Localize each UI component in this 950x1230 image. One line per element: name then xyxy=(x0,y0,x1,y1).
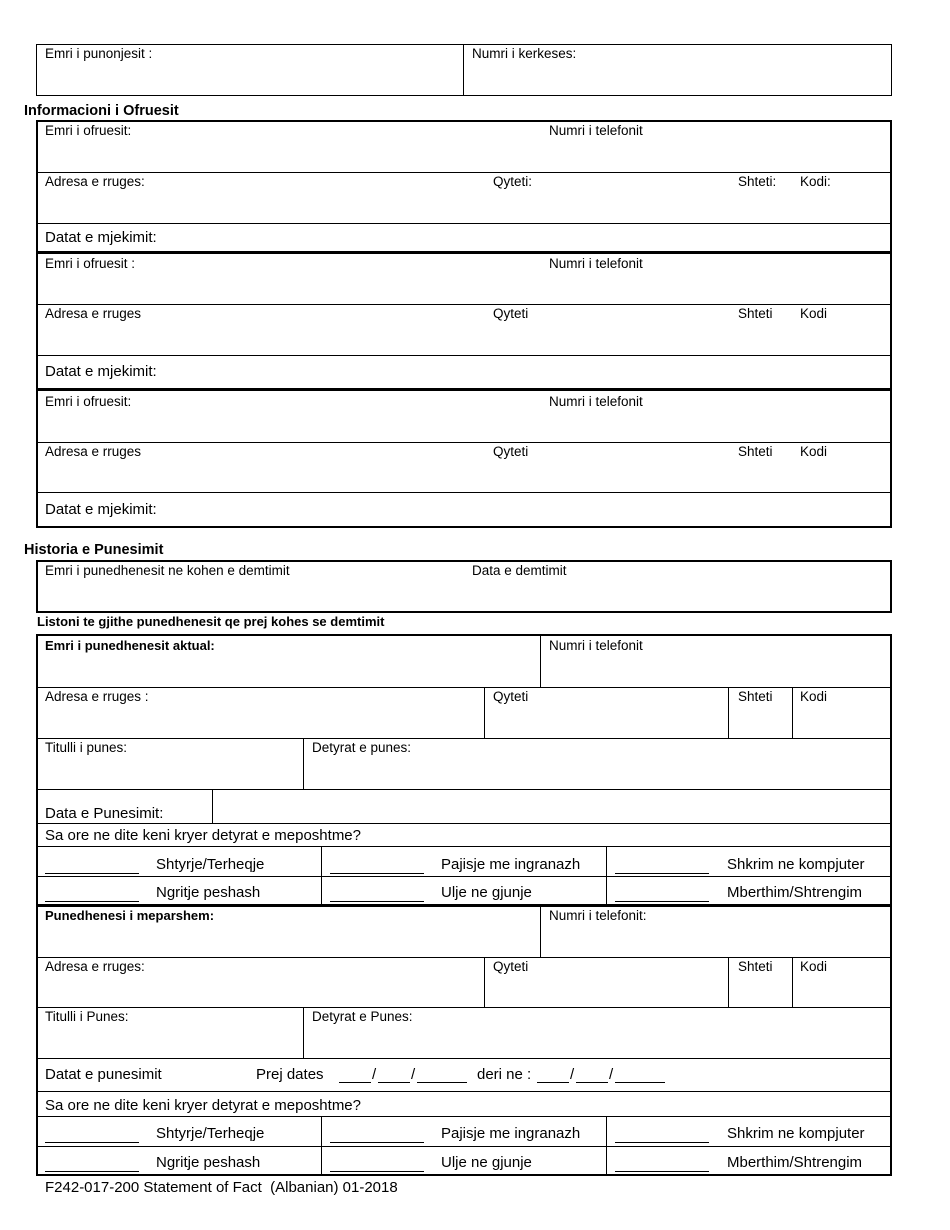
provider-2-phone-label: Numri i telefonit xyxy=(549,256,643,271)
provider-2-zip-field[interactable] xyxy=(800,324,880,352)
current-zip-field[interactable] xyxy=(800,707,882,735)
previous-gear-equipment-hours[interactable] xyxy=(330,1128,424,1143)
previous-gripping-hours[interactable] xyxy=(615,1157,709,1172)
provider-3-dates-field[interactable] xyxy=(170,497,880,523)
date-separator: / xyxy=(570,1066,575,1083)
previous-push-pull-hours[interactable] xyxy=(45,1128,139,1143)
previous-from-label: Prej dates xyxy=(256,1066,324,1083)
provider-2-dates-field[interactable] xyxy=(170,360,880,384)
provider-2-address-field[interactable] xyxy=(45,324,485,352)
previous-address-label: Adresa e rruges: xyxy=(45,959,145,974)
provider-1-city-label: Qyteti: xyxy=(493,174,533,189)
previous-employer-label: Punedhenesi i meparshem: xyxy=(45,908,215,923)
current-gear-equipment-hours[interactable] xyxy=(330,859,424,874)
provider-3-phone-label: Numri i telefonit xyxy=(549,394,643,409)
provider-1-address-label: Adresa e rruges: xyxy=(45,174,145,189)
previous-to-month[interactable] xyxy=(537,1068,569,1083)
provider-2-phone-field[interactable] xyxy=(549,273,879,303)
provider-1-city-field[interactable] xyxy=(493,192,729,220)
provider-3-state-label: Shteti xyxy=(738,444,773,459)
date-separator: / xyxy=(609,1066,614,1083)
previous-keyboarding-hours[interactable] xyxy=(615,1128,709,1143)
provider-2-name-field[interactable] xyxy=(45,273,535,303)
provider-1-state-label: Shteti: xyxy=(738,174,777,189)
current-gripping-hours[interactable] xyxy=(615,887,709,902)
current-employer-label: Emri i punedhenesit aktual: xyxy=(45,638,215,653)
current-task-keyboarding: Shkrim ne kompjuter xyxy=(727,856,865,873)
previous-state-label: Shteti xyxy=(738,959,773,974)
provider-3-zip-label: Kodi xyxy=(800,444,828,459)
previous-to-day[interactable] xyxy=(576,1068,608,1083)
provider-1-phone-field[interactable] xyxy=(549,140,879,170)
injury-date-label: Data e demtimit xyxy=(472,563,567,578)
provider-2-state-label: Shteti xyxy=(738,306,773,321)
current-task-kneeling: Ulje ne gjunje xyxy=(441,884,532,901)
provider-2-dates-label: Datat e mjekimit: xyxy=(45,363,157,380)
provider-3-name-label: Emri i ofruesit: xyxy=(45,394,132,409)
provider-1-zip-field[interactable] xyxy=(800,192,880,220)
previous-to-label: deri ne : xyxy=(477,1066,532,1083)
current-lifting-hours[interactable] xyxy=(45,887,139,902)
previous-job-title-label: Titulli i Punes: xyxy=(45,1009,129,1024)
previous-kneeling-hours[interactable] xyxy=(330,1157,424,1172)
current-hours-question: Sa ore ne dite keni kryer detyrat e meposhtme? xyxy=(45,827,361,844)
previous-from-day[interactable] xyxy=(378,1068,410,1083)
previous-job-duties-label: Detyrat e Punes: xyxy=(312,1009,413,1024)
provider-3-city-label: Qyteti xyxy=(493,444,529,459)
previous-job-title-field[interactable] xyxy=(45,1027,295,1055)
provider-2-name-label: Emri i ofruesit : xyxy=(45,256,136,271)
current-job-duties-label: Detyrat e punes: xyxy=(312,740,412,755)
current-task-push-pull: Shtyrje/Terheqje xyxy=(156,856,265,873)
previous-from-year[interactable] xyxy=(417,1068,467,1083)
provider-section-title: Informacioni i Ofruesit xyxy=(24,103,179,119)
previous-city-label: Qyteti xyxy=(493,959,529,974)
previous-task-gear-equipment: Pajisje me ingranazh xyxy=(441,1125,581,1142)
employment-section-title: Historia e Punesimit xyxy=(24,542,164,558)
previous-phone-field[interactable] xyxy=(549,926,879,954)
provider-1-dates-label: Datat e mjekimit: xyxy=(45,229,157,246)
current-phone-label: Numri i telefonit xyxy=(549,638,643,653)
provider-3-address-field[interactable] xyxy=(45,462,485,490)
provider-2-address-label: Adresa e rruges xyxy=(45,306,142,321)
provider-1-zip-label: Kodi: xyxy=(800,174,831,189)
previous-employment-dates-label: Datat e punesimit xyxy=(45,1066,162,1083)
current-phone-field[interactable] xyxy=(549,656,879,684)
injury-employer-label: Emri i punedhenesit ne kohen e demtimit xyxy=(45,563,290,578)
previous-task-keyboarding: Shkrim ne kompjuter xyxy=(727,1125,865,1142)
provider-1-phone-label: Numri i telefonit xyxy=(549,123,643,138)
current-task-gear-equipment: Pajisje me ingranazh xyxy=(441,856,581,873)
provider-3-address-label: Adresa e rruges xyxy=(45,444,142,459)
provider-3-phone-field[interactable] xyxy=(549,411,879,441)
current-push-pull-hours[interactable] xyxy=(45,859,139,874)
current-job-duties-field[interactable] xyxy=(312,758,882,786)
provider-3-state-field[interactable] xyxy=(738,462,793,490)
current-job-title-field[interactable] xyxy=(45,758,295,786)
employee-name-field[interactable] xyxy=(45,64,455,92)
current-keyboarding-hours[interactable] xyxy=(615,859,709,874)
employee-name-label: Emri i punonjesit : xyxy=(45,46,153,61)
previous-task-gripping: Mberthim/Shtrengim xyxy=(727,1154,863,1171)
current-job-title-label: Titulli i punes: xyxy=(45,740,128,755)
current-task-lifting: Ngritje peshash xyxy=(156,884,261,901)
provider-1-name-field[interactable] xyxy=(45,140,535,170)
current-task-gripping: Mberthim/Shtrengim xyxy=(727,884,863,901)
current-employment-date-field[interactable] xyxy=(220,792,882,820)
current-state-label: Shteti xyxy=(738,689,773,704)
provider-2-city-label: Qyteti xyxy=(493,306,529,321)
current-employer-field[interactable] xyxy=(45,656,530,684)
previous-task-kneeling: Ulje ne gjunje xyxy=(441,1154,532,1171)
previous-zip-field[interactable] xyxy=(800,977,882,1004)
previous-from-month[interactable] xyxy=(339,1068,371,1083)
provider-1-name-label: Emri i ofruesit: xyxy=(45,123,132,138)
current-zip-label: Kodi xyxy=(800,689,828,704)
previous-task-lifting: Ngritje peshash xyxy=(156,1154,261,1171)
previous-phone-label: Numri i telefonit: xyxy=(549,908,647,923)
provider-3-dates-label: Datat e mjekimit: xyxy=(45,501,157,518)
previous-state-field[interactable] xyxy=(736,977,786,1004)
date-separator: / xyxy=(411,1066,416,1083)
form-id-footer: F242-017-200 Statement of Fact (Albanian) 01-2018 xyxy=(45,1179,398,1196)
injury-employer-field[interactable] xyxy=(45,580,460,608)
previous-city-field[interactable] xyxy=(493,977,721,1004)
provider-3-city-field[interactable] xyxy=(493,462,729,490)
current-address-field[interactable] xyxy=(45,707,475,735)
previous-job-duties-field[interactable] xyxy=(312,1027,882,1055)
current-address-label: Adresa e rruges : xyxy=(45,689,149,704)
provider-3-zip-field[interactable] xyxy=(800,462,880,490)
list-employers-instruction: Listoni te gjithe punedhenesit qe prej kohes se demtimit xyxy=(37,614,385,629)
date-separator: / xyxy=(372,1066,377,1083)
previous-hours-question: Sa ore ne dite keni kryer detyrat e meposhtme? xyxy=(45,1097,361,1114)
claim-number-label: Numri i kerkeses: xyxy=(472,46,577,61)
previous-lifting-hours[interactable] xyxy=(45,1157,139,1172)
current-city-label: Qyteti xyxy=(493,689,529,704)
previous-task-push-pull: Shtyrje/Terheqje xyxy=(156,1125,265,1142)
current-kneeling-hours[interactable] xyxy=(330,887,424,902)
current-city-field[interactable] xyxy=(493,707,721,735)
current-state-field[interactable] xyxy=(736,707,786,735)
provider-1-dates-field[interactable] xyxy=(170,226,880,250)
provider-3-name-field[interactable] xyxy=(45,411,535,441)
previous-employer-field[interactable] xyxy=(45,926,530,954)
provider-1-state-field[interactable] xyxy=(738,192,793,220)
injury-date-field[interactable] xyxy=(472,580,882,608)
previous-to-year[interactable] xyxy=(615,1068,665,1083)
claim-number-field[interactable] xyxy=(472,64,882,92)
provider-2-zip-label: Kodi xyxy=(800,306,828,321)
provider-2-city-field[interactable] xyxy=(493,324,729,352)
provider-2-state-field[interactable] xyxy=(738,324,793,352)
previous-zip-label: Kodi xyxy=(800,959,828,974)
current-employment-date-label: Data e Punesimit: xyxy=(45,805,164,822)
provider-1-address-field[interactable] xyxy=(45,192,485,220)
previous-address-field[interactable] xyxy=(45,977,475,1004)
